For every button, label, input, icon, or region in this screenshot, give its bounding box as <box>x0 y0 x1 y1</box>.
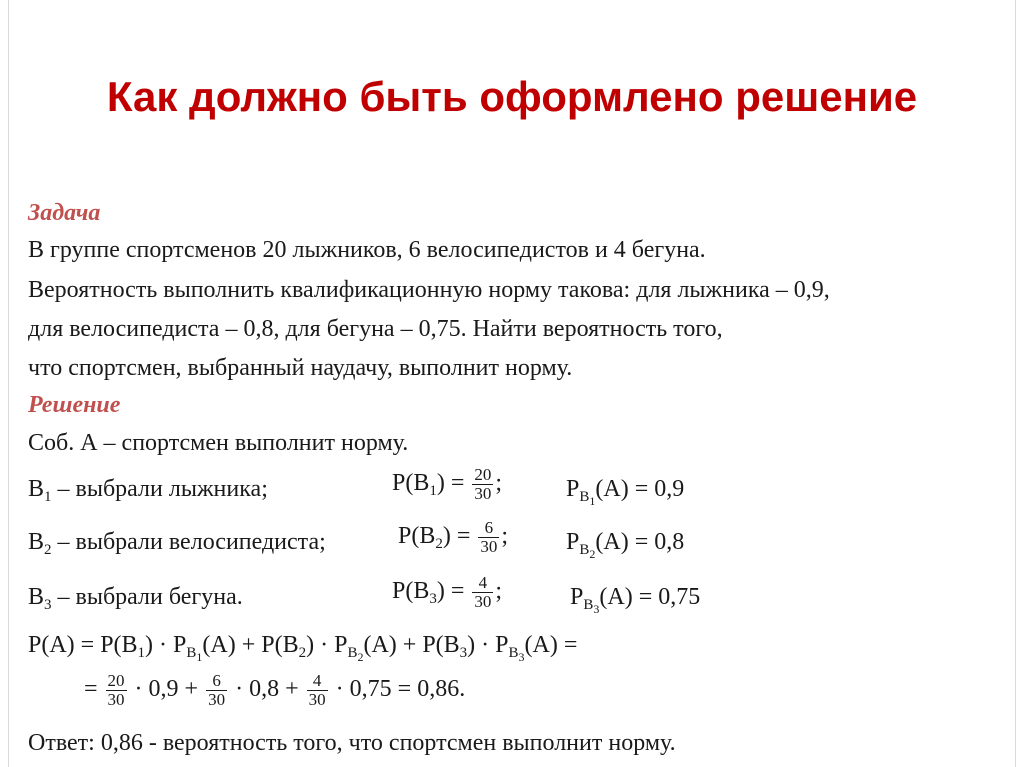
total-probability-formula: $P(A) = P(B_1) \cdot P_{B_1}(A) + P(B_2) \cdot P_{B_2}(A) + P(B_3) \cdot P_{B_3}(A)$ = <box>28 632 578 664</box>
answer-line: Ответ: 0,86 - вероятность того, что спортсмен выполнит норму. <box>28 730 676 756</box>
solution-heading: Решение <box>28 392 121 418</box>
hypothesis-1: $B_1$ – выбрали лыжника; <box>28 476 268 505</box>
hypothesis-3: $B_3$ – выбрали бегуна. <box>28 584 243 613</box>
task-line-4: что спортсмен, выбранный наудачу, выполнит норму. <box>28 355 573 381</box>
hypothesis-2: $B_2$ – выбрали велосипедиста; <box>28 529 326 558</box>
task-line-2: Вероятность выполнить квалификационную норму такова: для лыжника – 0,9, <box>28 277 830 303</box>
task-line-1: В группе спортсменов 20 лыжников, 6 велосипедистов и 4 бегуна. <box>28 237 706 263</box>
task-heading: Задача <box>28 200 101 226</box>
conditional-2: $P_{B_2}(A) = 0,8$ <box>566 529 685 561</box>
computation-line: = $\frac{20}{30}$ · 0,9 + $\frac{6}{30}$ · 0,8 + $\frac{4}{30}$ · 0,75 = 0,86. <box>84 671 466 709</box>
prior-2: $P(B_2)$ = $\frac{6}{30}$ ; <box>398 518 509 556</box>
conditional-3: $P_{B_3}(A) = 0,75$ <box>570 584 701 616</box>
prior-1: $P(B_1)$ = $\frac{20}{30}$ ; <box>392 465 503 503</box>
slide-title: Как должно быть оформлено решение <box>106 73 918 120</box>
conditional-1: $P_{B_1}(A) = 0,9$ <box>566 476 685 508</box>
event-definition: Соб. А – спортсмен выполнит норму. <box>28 430 409 456</box>
prior-3: $P(B_3)$ = $\frac{4}{30}$ ; <box>392 573 503 611</box>
task-line-3: для велосипедиста – 0,8, для бегуна – 0,75. Найти вероятность того, <box>28 316 723 342</box>
